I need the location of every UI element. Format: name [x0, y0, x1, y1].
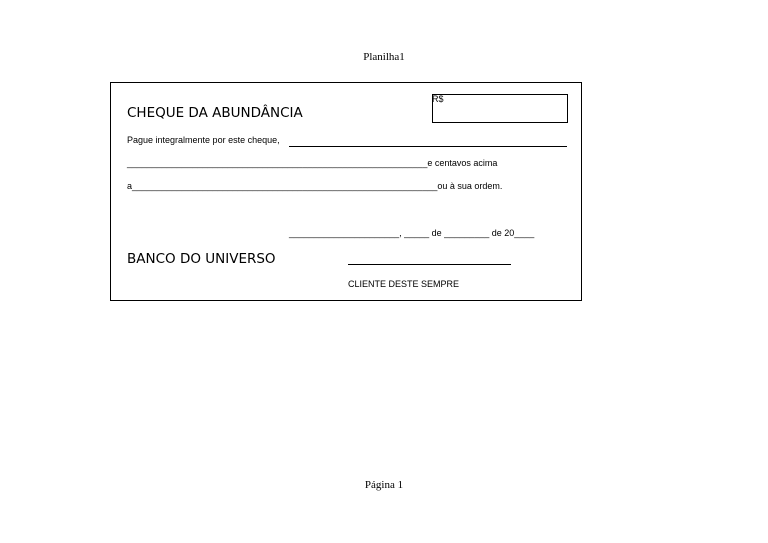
amount-box [432, 94, 568, 123]
amount-words-line: ____________________________________________________________e centavos acima [127, 158, 498, 168]
pay-amount-line [289, 146, 567, 147]
amount-currency-label: R$ [432, 94, 444, 104]
client-label: CLIENTE DESTE SEMPRE [348, 279, 460, 289]
signature-line [348, 264, 511, 265]
cheque-title: CHEQUE DA ABUNDÂNCIA [127, 105, 303, 121]
page-header: Planilha1 [363, 51, 405, 63]
payee-line: a_____________________________________________________________ou à sua ordem. [127, 181, 503, 191]
date-line: ______________________, _____ de _________ de 20____ [289, 228, 535, 238]
bank-name: BANCO DO UNIVERSO [127, 251, 276, 267]
page-footer: Página 1 [364, 479, 404, 491]
cheque-box [110, 82, 582, 301]
pay-label: Pague integralmente por este cheque, [127, 135, 280, 145]
